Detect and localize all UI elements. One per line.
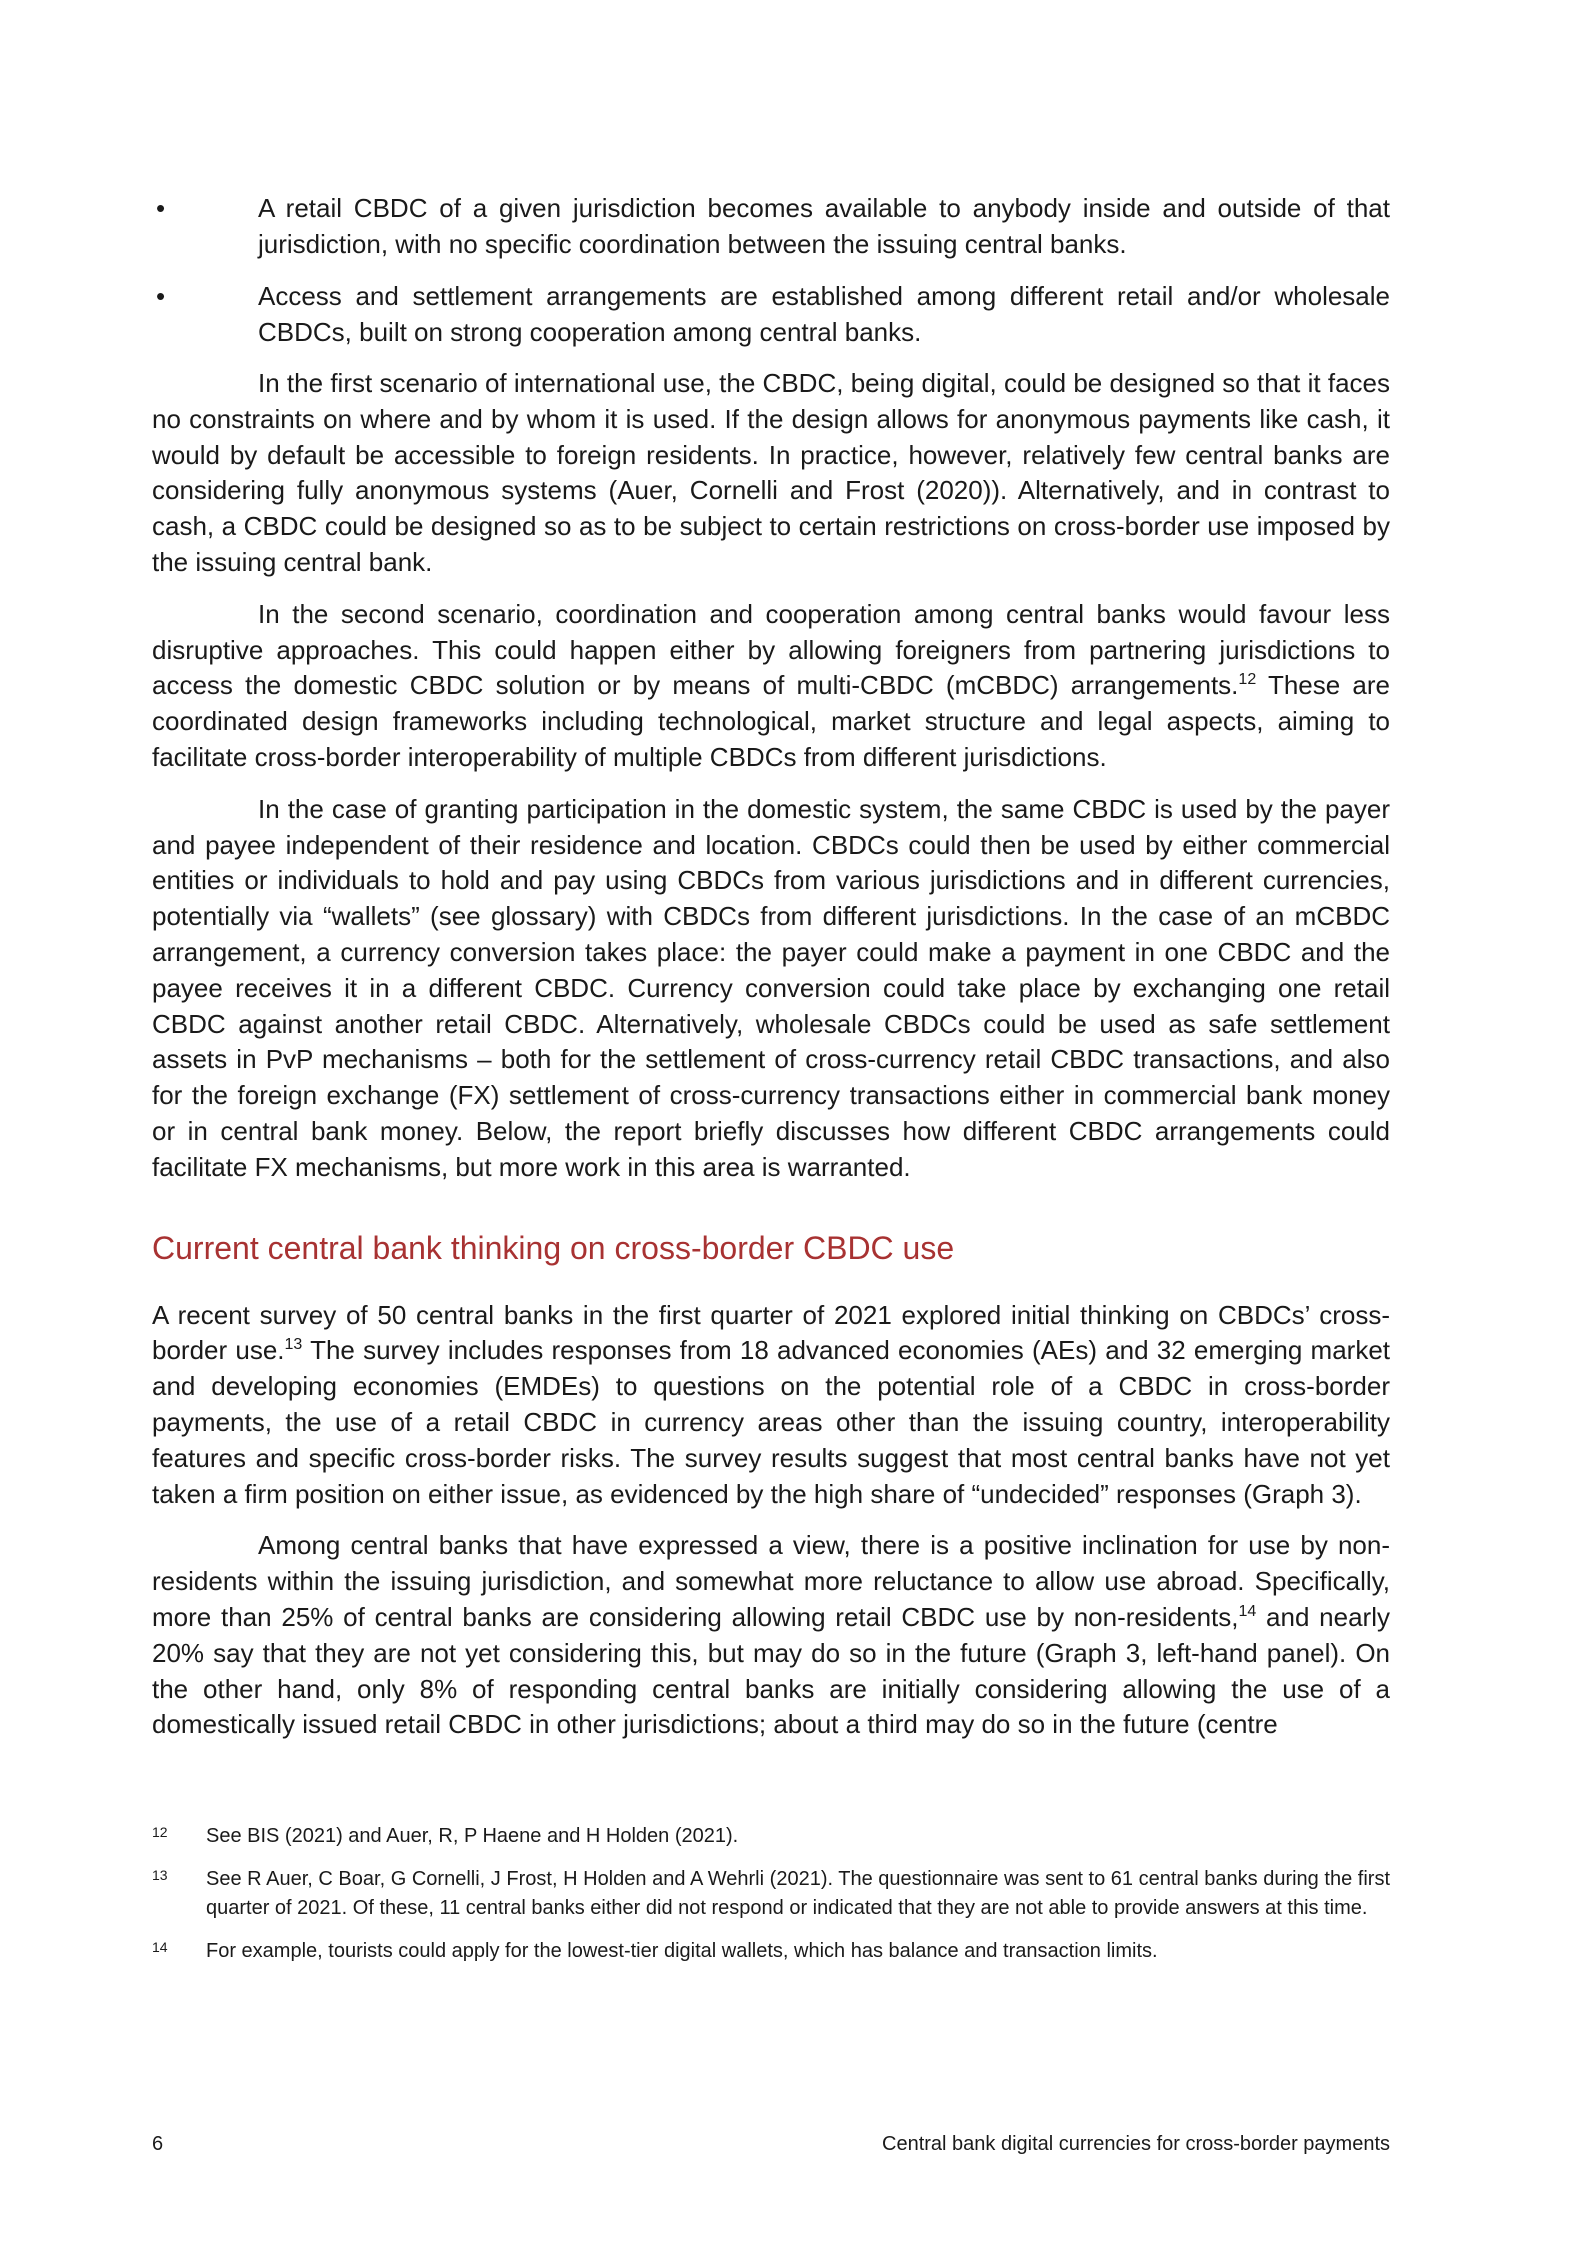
bullet-icon: • bbox=[156, 193, 166, 223]
section-heading: Current central bank thinking on cross-border CBDC use bbox=[152, 1229, 955, 1266]
bullet-text: A retail CBDC of a given jurisdiction becomes available to anybody inside and outside of that jurisdiction, with no specific coordination between the issuing central banks. bbox=[258, 193, 1390, 259]
footnote-number: 13 bbox=[152, 1867, 168, 1883]
page-number: 6 bbox=[152, 2133, 164, 2155]
paragraph-second-scenario bbox=[152, 597, 1390, 776]
page-body bbox=[152, 190, 1390, 1759]
bullet-icon: • bbox=[156, 281, 166, 311]
paragraph-text: Among central banks that have expressed a view, there is a positive inclination for use by non-residents within the issuing jurisdiction, and somewhat more reluctance to allow use abroad. Specifically, more than 25% of central banks are considering allowing retail CBDC use by non-residents, bbox=[152, 1530, 1390, 1632]
scenario-bullet-list bbox=[152, 190, 1390, 350]
bullet-item bbox=[152, 278, 1390, 350]
footnote bbox=[152, 1865, 1390, 1923]
footnote bbox=[152, 1822, 1390, 1851]
footnote-text: See BIS (2021) and Auer, R, P Haene and H Holden (2021). bbox=[206, 1825, 739, 1847]
footnotes bbox=[152, 1822, 1390, 1980]
paragraph-text: In the second scenario, coordination and cooperation among central banks would favour less disruptive approaches. This could happen either by allowing foreigners from partnering jurisdictions to access the domestic CBDC solution or by means of multi-CBDC (mCBDC) arrangements. bbox=[152, 598, 1390, 701]
footnote bbox=[152, 1937, 1390, 1966]
bullet-text: Access and settlement arrangements are established among different retail and/or wholesale CBDCs, built on strong cooperation among central banks. bbox=[258, 281, 1390, 347]
footer-title: Central bank digital currencies for cross-border payments bbox=[882, 2133, 1390, 2155]
footnote-ref-12[interactable]: 12 bbox=[1238, 671, 1257, 689]
paragraph-text: The survey includes responses from 18 advanced economies (AEs) and 32 emerging market and developing economies (EMDEs) to questions on the potential role of a CBDC in cross-border payments, the use of a retail CBDC in currency areas other than the issuing country, interoperability features and specific cross-border risks. The survey results suggest that most central banks have not yet taken a firm position on either issue, as evidenced by the high share of “undecided” responses (Graph 3). bbox=[152, 1335, 1391, 1509]
paragraph-text: A recent survey of 50 central banks in the first quarter of 2021 explored initial thinking on CBDCs’ cross-border use. bbox=[152, 1299, 1390, 1366]
paragraph-text: and nearly 20% say that they are not yet considering this, but may do so in the future (Graph 3, left-hand panel). On the other hand, only 8% of responding central banks are initially considering allowing the use of a domestically issued retail CBDC in other jurisdictions; about a third may do so in the future (centre bbox=[152, 1601, 1390, 1740]
footnote-number: 12 bbox=[152, 1824, 168, 1840]
footnote-text: See R Auer, C Boar, G Cornelli, J Frost, H Holden and A Wehrli (2021). The questionnaire was sent to 61 central banks during the first quarter of 2021. Of these, 11 central banks either did not respond or indicated that they are not able to provide answers at this time. bbox=[206, 1868, 1390, 1919]
paragraph-text: These are coordinated design frameworks including technological, market structure and legal aspects, aiming to facilitate cross-border interoperability of multiple CBDCs from different jurisdictions. bbox=[152, 670, 1390, 772]
footnote-text: For example, tourists could apply for the lowest-tier digital wallets, which has balance and transaction limits. bbox=[206, 1940, 1158, 1962]
page-footer bbox=[152, 2133, 1390, 2156]
paragraph-views bbox=[152, 1528, 1390, 1743]
footnote-number: 14 bbox=[152, 1939, 168, 1955]
paragraph-survey bbox=[152, 1298, 1390, 1513]
paragraph-first-scenario: In the first scenario of international use, the CBDC, being digital, could be designed so that it faces no constraints on where and by whom it is used. If the design allows for anonymous payments like cash, it would by default be accessible to foreign residents. In practice, however, relatively few central banks are considering fully anonymous systems (Auer, Cornelli and Frost (2020)). Alternatively, and in contrast to cash, a CBDC could be designed so as to be subject to certain restrictions on cross-border use imposed by the issuing central bank. bbox=[152, 368, 1390, 577]
footnote-ref-14[interactable]: 14 bbox=[1238, 1602, 1257, 1620]
paragraph-domestic-participation: In the case of granting participation in the domestic system, the same CBDC is used by the payer and payee independent of their residence and location. CBDCs could then be used by either commercial entities or individuals to hold and pay using CBDCs from various jurisdictions and in different currencies, potentially via “wallets” (see glossary) with CBDCs from different jurisdictions. In the case of an mCBDC arrangement, a currency conversion takes place: the payer could make a payment in one CBDC and the payee receives it in a different CBDC. Currency conversion could take place by exchanging one retail CBDC against another retail CBDC. Alternatively, wholesale CBDCs could be used as safe settlement assets in PvP mechanisms – both for the settlement of cross-currency retail CBDC transactions, and also for the foreign exchange (FX) settlement of cross-currency transactions either in commercial bank money or in central bank money. Below, the report briefly discusses how different CBDC arrangements could facilitate FX mechanisms, but more work in this area is warranted. bbox=[152, 793, 1390, 1182]
footnote-ref-13[interactable]: 13 bbox=[284, 1336, 303, 1354]
bullet-item bbox=[152, 190, 1390, 262]
